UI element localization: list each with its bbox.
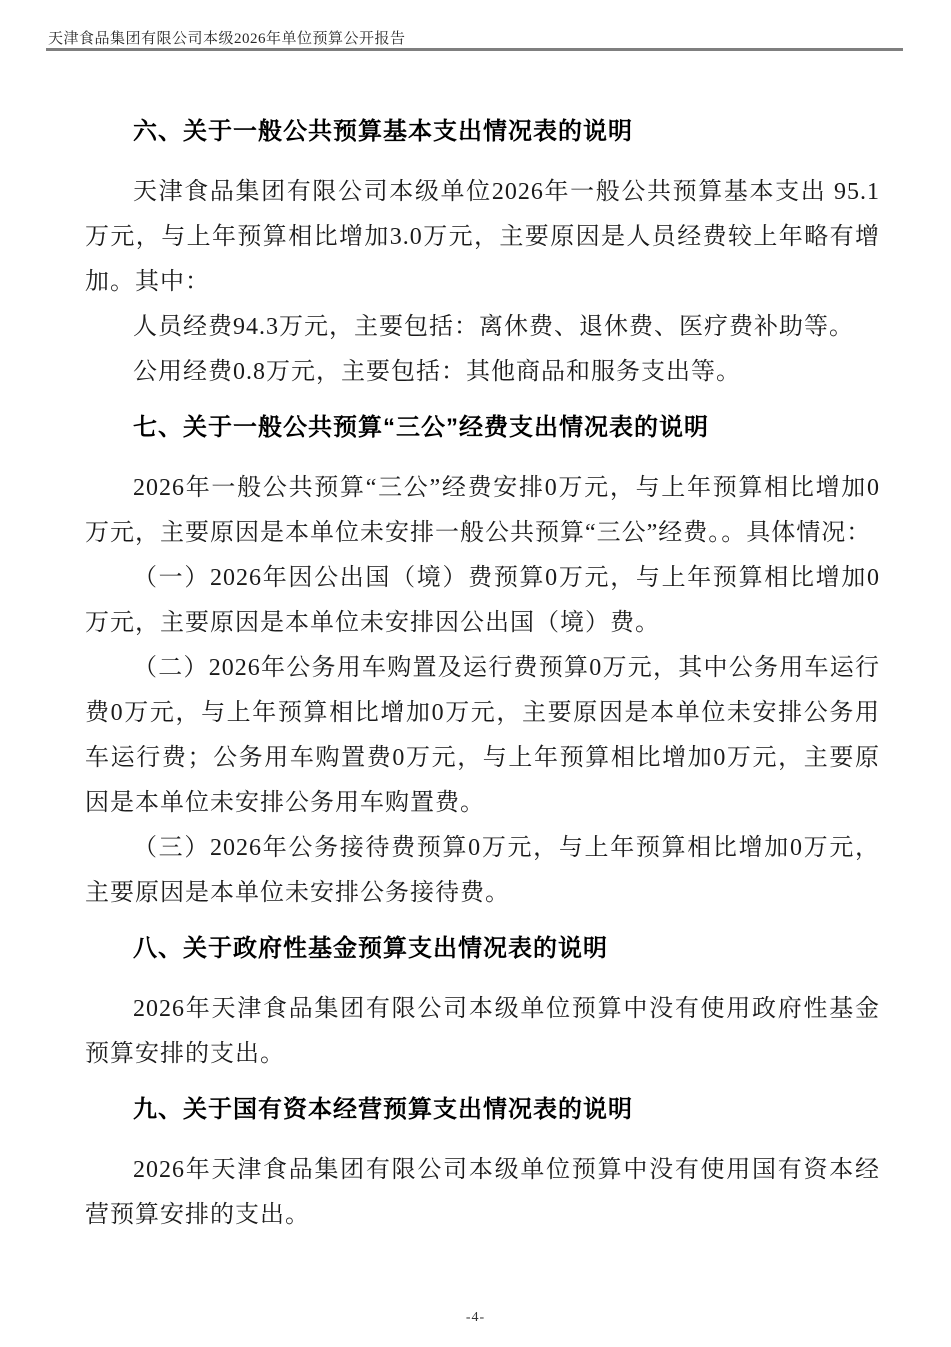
section-7-paragraph-4: （三）2026年公务接待费预算0万元，与上年预算相比增加0万元，主要原因是本单位未安排公务接待费。 [85,835,880,906]
section-7-paragraph-1: 2026年一般公共预算“三公”经费安排0万元，与上年预算相比增加0万元，主要原因是本单位未安排一般公共预算“三公”经费。。具体情况： [85,475,880,546]
section-heading-8: 八、关于政府性基金预算支出情况表的说明 [133,935,608,962]
section-heading-7: 七、关于一般公共预算“三公”经费支出情况表的说明 [133,414,709,441]
section-6-paragraph-3: 公用经费0.8万元，主要包括：其他商品和服务支出等。 [133,359,741,385]
section-heading-9: 九、关于国有资本经营预算支出情况表的说明 [133,1096,633,1123]
section-6-paragraph-2: 人员经费94.3万元，主要包括：离休费、退休费、医疗费补助等。 [133,314,854,340]
section-7-paragraph-2: （一）2026年因公出国（境）费预算0万元，与上年预算相比增加0万元，主要原因是本单位未安排因公出国（境）费。 [85,565,880,636]
running-header-title: 天津食品集团有限公司本级2026年单位预算公开报告 [48,31,406,47]
section-7-paragraph-3: （二）2026年公务用车购置及运行费预算0万元，其中公务用车运行费0万元，与上年预算相比增加0万元，主要原因是本单位未安排公务用车运行费；公务用车购置费0万元，与上年预算相比增加0万元，主要原因是本单位未安排公务用车购置费。 [85,655,880,816]
section-8-paragraph-1: 2026年天津食品集团有限公司本级单位预算中没有使用政府性基金预算安排的支出。 [85,996,880,1067]
section-6-paragraph-1: 天津食品集团有限公司本级单位2026年一般公共预算基本支出 95.1万元，与上年预算相比增加3.0万元，主要原因是人员经费较上年略有增加。其中： [85,179,880,295]
document-body [85,0,880,1238]
section-9-paragraph-1: 2026年天津食品集团有限公司本级单位预算中没有使用国有资本经营预算安排的支出。 [85,1157,880,1228]
page-number: -4- [465,1310,486,1325]
section-heading-6: 六、关于一般公共预算基本支出情况表的说明 [133,118,633,145]
